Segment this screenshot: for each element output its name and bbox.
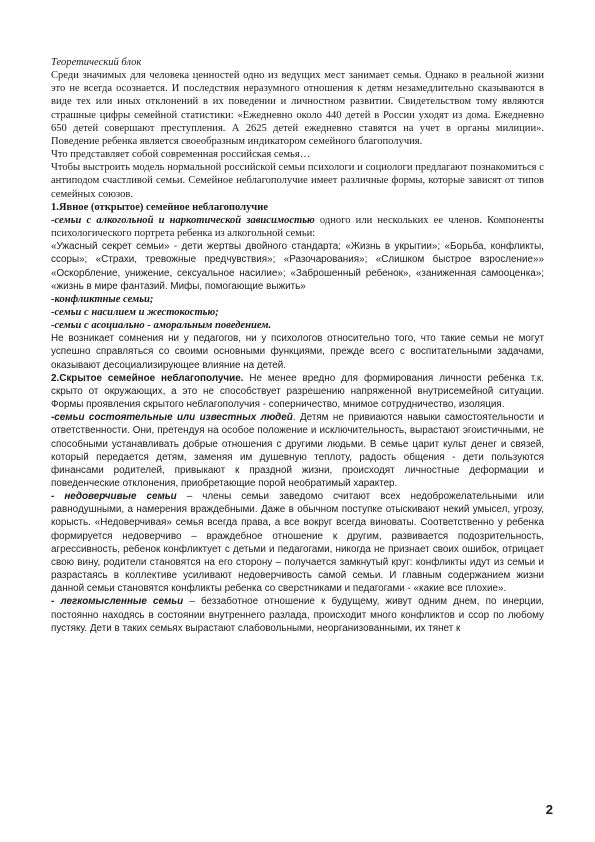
theory-block-heading: Теоретический блок bbox=[51, 57, 142, 68]
careless-families-label: - легкомысленные семьи bbox=[51, 596, 184, 608]
section-2-text: Не менее вредно для формирования личности ребенка т.к. скрыто от окружающих, а это не способствует разрешению напряженной внутрисемейной ситуации. Формы проявления скрытого неблагополучия - соперничество, мнимое сотрудничество, изоляция. bbox=[51, 372, 544, 411]
document-body bbox=[51, 56, 544, 635]
section-1-title: 1.Явное (открытое) семейное неблагополучие bbox=[51, 201, 269, 213]
wealthy-families-text: . Детям не привиаются навыки самостоятельности и ответственности. Они, претендуя на особое положение и исключительность, вырастают эгоистичными, не способными устанавливать добрые отношения с другими людьми. В семье царит культ денег и связей, который передается детям, заменяя им душевную теплоту, радость общения - дети пользуются финансами родителей, привыкают к праздной жизни, происходят личностные деформации и поведенческие отклонения, приобретающие порой необратимый характер. bbox=[51, 412, 544, 489]
page-number: 2 bbox=[545, 802, 553, 817]
distrustful-families-label: - недоверчивые семьи bbox=[51, 491, 177, 503]
intro-paragraph: Среди значимых для человека ценностей одно из ведущих мест занимает семья. Однако в реальной жизни это не всегда осознается. И последствия неразумного отношения к детям незамедлительно сказываются в виде тех или иных отклонений в их поведении и личностном развитии. Свидетельством тому являются страшные цифры семейной статистики: «Ежедневно около 440 детей в России уходят из дома. Ежедневно 650 детей совершают преступления. А 2625 детей ежедневно ставятся на учет в органы милиции». Поведение ребенка является своеобразным индикатором семейного благополучия. bbox=[51, 70, 544, 147]
alcohol-family-paragraph bbox=[51, 214, 544, 240]
careless-families-text: – беззаботное отношение к будущему, живут одним днем, по инерции, постоянно находясь в состоянии внутреннего разлада, происходит много конфликтов и ссор по любому пустяку. Дети в таких семьях вырастают слабовольными, неорганизованными, их тянет к bbox=[51, 596, 544, 634]
wealthy-families-label: -семьи состоятельные или известных людей bbox=[51, 412, 293, 424]
asocial-families-item: -семьи с асоциально - аморальным поведением. bbox=[51, 320, 272, 332]
intro-paragraph-2: Чтобы выстроить модель нормальной российской семьи психологи и социологи предлагают познакомиться с антиподом счастливой семьи. Семейное неблагополучие имеет различные формы, которые зависят от типов семейных союзов. bbox=[51, 162, 544, 200]
alcohol-family-text: одного или нескольких ее членов. Компоненты психологического портрета ребенка из алкогольной семьи: bbox=[51, 214, 544, 240]
distrustful-families-paragraph bbox=[51, 490, 544, 595]
alcohol-family-label: -семьи с алкогольной и наркотической зависимостью bbox=[51, 214, 315, 226]
conflict-families-item: -конфликтные семьи; bbox=[51, 293, 154, 305]
section-1-conclusion: Не возникает сомнения ни у педагогов, ни у психологов относительно того, что такие семьи не могут успешно справляться со своими основными функциями, прежде всего с воспитательными задачами, оказывают десоциализирующее влияние на детей. bbox=[51, 333, 544, 371]
careless-families-paragraph bbox=[51, 595, 544, 634]
violence-families-item: -семьи с насилием и жестокостью; bbox=[51, 306, 219, 318]
question-line: Что представляет собой современная российская семья… bbox=[51, 149, 311, 161]
wealthy-families-paragraph bbox=[51, 411, 544, 490]
distrustful-families-text: – члены семьи заведомо считают всех недоброжелательными или равнодушными, а намерения враждебными. Даже в обычном поступке отыскивают некий умысел, угрозу, корысть. «Недоверчивая» семья всегда права, а все вокруг всегда виноваты. Соответственно у ребенка формируется недоверчиво – враждебное отношение к другим, развивается подозрительность, агрессивность, ребенок конфликтует с детьми и педагогами, никогда не признает своих ошибок, отрицает свою вину, родители становятся на его сторону – получается замкнутый круг: конфликты идут из семьи и разрастаясь в коллективе усиливают недоверчивость самой семьи. И главным содержанием жизни данной семьи становятся конфликты ребенка со сверстниками и педагогами - «какие все плохие». bbox=[51, 491, 544, 595]
section-2-title: 2.Скрытое семейное неблагополучие. bbox=[51, 372, 244, 384]
child-portrait-components: «Ужасный секрет семьи» - дети жертвы двойного стандарта; «Жизнь в укрытии»; «Борьба, конфликты, ссоры»; «Страхи, тревожные предчувствия»; «Разочарования»; «Слишком быстрое взросление»» «Оскорбление, унижение, сексуальное насилие»; «Заброшенный ребенок», «заниженная самооценка»; «жизнь в мире фантазий. Мифы, помогающие выжить» bbox=[51, 241, 544, 292]
section-2-paragraph bbox=[51, 372, 544, 411]
